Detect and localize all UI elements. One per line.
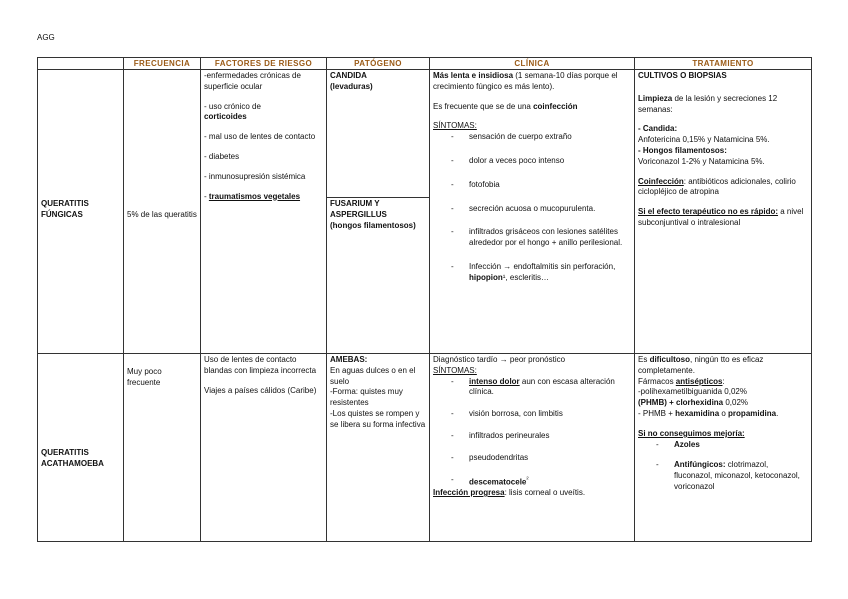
patogeno-title: CANDIDA bbox=[330, 71, 367, 80]
tratamiento-acanthamoeba: Es dificultoso, ningún tto es eficaz completamente. Fármacos antisépticos: -polihexametilbiguanida 0,02% (PHMB) + clorhexidina 0,02% - PHMB + hexamidina o propamidina. Si no conseguimos mejoría: - Azoles - Antifúngicos: clotrimazol, fluconazol, miconazol, ketoconazol, voriconazol bbox=[635, 354, 812, 542]
document-tag: AGG bbox=[37, 33, 55, 42]
sintoma-item: - visión borrosa, con limbitis bbox=[433, 409, 631, 420]
header-clinica: CLÍNICA bbox=[430, 58, 635, 70]
patogeno-fungicas bbox=[327, 70, 430, 354]
factor-item: - uso crónico de bbox=[204, 101, 261, 111]
row-name-fungicas bbox=[38, 70, 124, 354]
tratamiento-item: - Antifúngicos: clotrimazol, fluconazol, miconazol, ketoconazol, voriconazol bbox=[638, 460, 808, 492]
infeccion-label: Infección progresa bbox=[433, 488, 505, 498]
factor-item: Uso de lentes de contacto blandas con limpieza incorrecta bbox=[204, 355, 317, 375]
frecuencia-text: 5% de las queratitis bbox=[127, 210, 197, 220]
sintoma-item: - descematocele$^{^2}$ bbox=[433, 475, 631, 488]
row-name-line: FÚNGICAS bbox=[41, 209, 83, 219]
tratamiento-bold: - Candida: bbox=[638, 124, 678, 134]
factor-dash: - bbox=[204, 191, 209, 201]
tratamiento-text: Anfotericina 0,15% y Natamicina 5%. bbox=[638, 135, 770, 145]
sintomas-list bbox=[433, 132, 631, 283]
row-fungicas bbox=[38, 70, 812, 354]
frecuencia-acanthamoeba bbox=[124, 354, 201, 542]
factor-item: traumatismos vegetales bbox=[208, 191, 301, 201]
row-name-acanthamoeba bbox=[38, 354, 124, 542]
factor-item: - mal uso de lentes de contacto bbox=[204, 132, 316, 142]
tratamiento-text: : antibióticos adicionales, colirio ciclopléjico de atropina bbox=[638, 176, 796, 197]
header-frecuencia: FRECUENCIA bbox=[124, 58, 201, 70]
sintoma-item: - infiltrados grisáceos con lesiones satélites alrededor por el hongo + anillo perilesional. bbox=[433, 227, 631, 249]
factores-acanthamoeba bbox=[201, 354, 327, 542]
keratitis-table bbox=[37, 57, 812, 542]
factor-item: Viajes a países cálidos (Caribe) bbox=[204, 385, 317, 395]
sintoma-item: - sensación de cuerpo extraño bbox=[433, 132, 631, 143]
sintoma-item: - dolor a veces poco intenso bbox=[433, 156, 631, 167]
sintoma-item: - intenso dolor aun con escasa alteración clínica. bbox=[433, 377, 631, 399]
sintomas-list bbox=[433, 377, 631, 488]
tratamiento-bold: Coinfección bbox=[638, 176, 684, 186]
tratamiento-text: Voriconazol 1-2% y Natamicina 5%. bbox=[638, 156, 765, 166]
tratamiento-bold: Limpieza bbox=[638, 93, 673, 103]
sintoma-item: - fotofobia bbox=[433, 180, 631, 191]
clinica-diag: Diagnóstico tardío → peor pronóstico bbox=[433, 355, 566, 364]
frecuencia-text: Muy poco frecuente bbox=[127, 367, 162, 387]
patogeno-title: FUSARIUM Y ASPERGILLUS bbox=[330, 199, 387, 219]
patogeno-line: En aguas dulces o en el suelo bbox=[330, 365, 416, 386]
header-empty bbox=[38, 58, 124, 70]
factor-item: -enfermedades crónicas de superficie ocular bbox=[204, 71, 301, 91]
tratamiento-bold: - Hongos filamentosos: bbox=[638, 145, 727, 155]
tratamiento-text: de la lesión y secreciones 12 semanas: bbox=[638, 93, 778, 114]
patogeno-sub: (levaduras) bbox=[330, 81, 373, 91]
row-name-line: QUERATITIS bbox=[41, 447, 89, 457]
frecuencia-fungicas bbox=[124, 70, 201, 354]
sintoma-item: - Infección → endoftalmitis sin perforación, hipopion¹, escleritis… bbox=[433, 262, 631, 284]
tratamiento-bold: Si no conseguimos mejoría: bbox=[638, 428, 745, 438]
clinica-coinf: Es frecuente que se de una bbox=[433, 101, 534, 111]
tratamiento-text: -polihexametilbiguanida 0,02% bbox=[638, 387, 747, 397]
factor-item: - diabetes bbox=[204, 151, 240, 161]
clinica-coinf-bold: coinfección bbox=[533, 101, 578, 111]
tratamiento-fungicas bbox=[635, 70, 812, 354]
sintomas-label: SÍNTOMAS: bbox=[433, 121, 477, 131]
patogeno-title: AMEBAS: bbox=[330, 355, 368, 364]
row-name-line: ACATHAMOEBA bbox=[41, 458, 104, 468]
header-patogeno: PATÓGENO bbox=[327, 58, 430, 70]
clinica-acanthamoeba bbox=[430, 354, 635, 542]
factor-item: - inmunosupresión sistémica bbox=[204, 171, 306, 181]
patogeno-acanthamoeba bbox=[327, 354, 430, 542]
tratamiento-title: CULTIVOS O BIOPSIAS bbox=[638, 71, 727, 80]
clinica-intro-bold: Más lenta e insidiosa bbox=[433, 71, 514, 80]
infeccion-text: : lisis corneal o uveítis. bbox=[504, 488, 586, 498]
sintomas-label: SÍNTOMAS: bbox=[433, 365, 477, 375]
tratamiento-text: a nivel subconjuntival o intralesional bbox=[638, 207, 804, 227]
header-row bbox=[38, 58, 812, 70]
patogeno-sub: (hongos filamentosos) bbox=[330, 220, 416, 230]
sintoma-item: - secreción acuosa o mucopurulenta. bbox=[433, 204, 631, 215]
sintoma-item: - pseudodendritas bbox=[433, 453, 631, 464]
header-tratamiento: TRATAMIENTO bbox=[635, 58, 812, 70]
clinica-fungicas bbox=[430, 70, 635, 354]
row-name-line: QUERATITIS bbox=[41, 198, 89, 208]
tratamiento-list bbox=[638, 440, 808, 493]
tratamiento-item: - Azoles bbox=[638, 440, 808, 451]
factor-item: corticoides bbox=[204, 112, 247, 122]
row-acanthamoeba bbox=[38, 354, 812, 542]
factores-fungicas bbox=[201, 70, 327, 354]
header-factores: FACTORES DE RIESGO bbox=[201, 58, 327, 70]
clinica-intro: (1 semana-10 días porque el crecimiento fúngico es más lento). bbox=[433, 71, 618, 91]
sintoma-item: - infiltrados perineurales bbox=[433, 431, 631, 442]
patogeno-line: -Los quistes se rompen y se libera su forma infectiva bbox=[330, 408, 426, 429]
tratamiento-bold: Si el efecto terapéutico no es rápido: bbox=[638, 207, 779, 217]
patogeno-line: -Forma: quistes muy resistentes bbox=[330, 387, 403, 408]
